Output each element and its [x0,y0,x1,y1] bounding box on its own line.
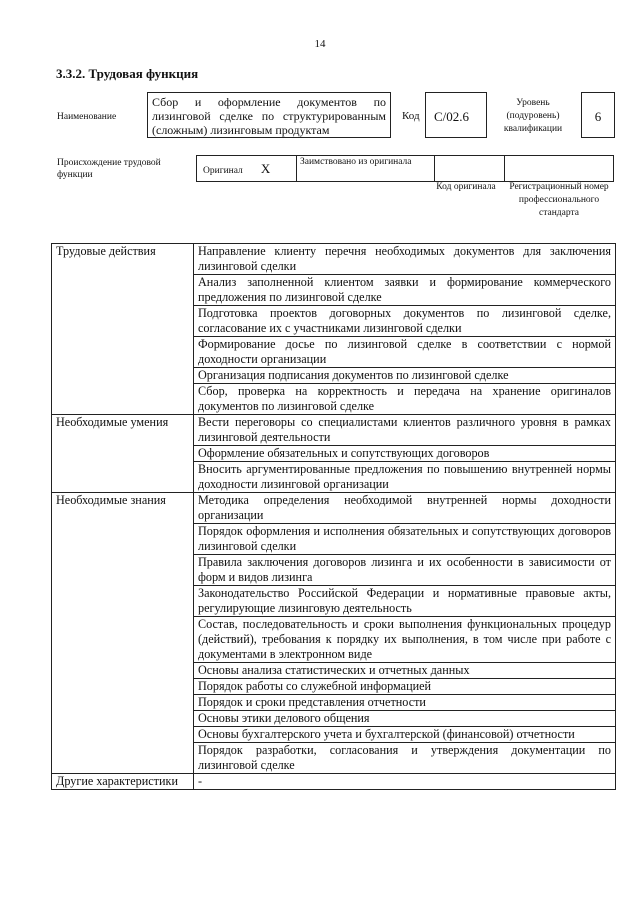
item-cell: Организация подписания документов по лизинговой сделке [194,368,616,384]
item-cell: - [194,774,616,790]
category-cell: Необходимые умения [52,415,194,493]
original-label: Оригинал [203,165,243,176]
item-cell: Порядок разработки, согласования и утверждения документации по лизинговой сделке [194,743,616,774]
item-cell: Состав, последовательность и сроки выполнения функциональных процедур (действий), требования к порядку их выполнения, в том числе при работе с документами в электронном виде [194,617,616,663]
table-row [52,244,616,275]
original-mark: X [260,160,271,176]
category-cell: Трудовые действия [52,244,194,415]
item-cell: Анализ заполненной клиентом заявки и формирование коммерческого предложения по лизинговой сделке [194,275,616,306]
item-cell: Подготовка проектов договорных документов по лизинговой сделке, согласование их с участниками лизинговой сделки [194,306,616,337]
item-cell: Методика определения необходимой внутренней нормы доходности организации [194,493,616,524]
item-cell: Правила заключения договоров лизинга и их особенности в зависимости от форм и видов лизинга [194,555,616,586]
item-cell: Формирование досье по лизинговой сделке в соответствии с нормой доходности организации [194,337,616,368]
code-label: Код [402,110,420,122]
origin-label: Происхождение трудовой функции [57,158,161,180]
registration-number-label: Регистрационный номер профессионального стандарта [509,182,609,218]
item-cell: Основы анализа статистических и отчетных данных [194,663,616,679]
item-cell: Законодательство Российской Федерации и нормативные правовые акты, регулирующие лизинговую деятельность [194,586,616,617]
labor-function-table [51,243,616,790]
item-cell: Основы бухгалтерского учета и бухгалтерской (финансовой) отчетности [194,727,616,743]
item-cell: Оформление обязательных и сопутствующих договоров [194,446,616,462]
qualification-level-label: Уровень (подуровень) квалификации [503,98,563,134]
function-code-box: С/02.6 [425,92,487,138]
original-code-label: Код оригинала [436,182,496,192]
item-cell: Вносить аргументированные предложения по повышению внутренней нормы доходности лизинговой организации [194,462,616,493]
category-cell: Другие характеристики [52,774,194,790]
item-cell: Вести переговоры со специалистами клиентов различного уровня в рамках лизинговой деятельности [194,415,616,446]
function-name-box: Сбор и оформление документов по лизинговой сделке по структурированным (сложным) лизинговым продуктам [147,92,391,138]
item-cell: Порядок оформления и исполнения обязательных и сопутствующих договоров лизинговой сделки [194,524,616,555]
section-title: 3.3.2. Трудовая функция [56,66,199,81]
name-label: Наименование [57,112,117,122]
labor-function-table-body [52,244,616,790]
original-cell [197,156,297,182]
borrowed-cell: Заимствовано из оригинала [297,156,435,182]
origin-table [196,155,614,182]
original-code-cell [435,156,505,182]
page-number: 14 [314,38,326,50]
item-cell: Сбор, проверка на корректность и передача на хранение оригиналов документов по лизинговой сделке [194,384,616,415]
item-cell: Основы этики делового общения [194,711,616,727]
table-row [52,493,616,524]
table-row [52,415,616,446]
item-cell: Порядок работы со служебной информацией [194,679,616,695]
category-cell: Необходимые знания [52,493,194,774]
item-cell: Направление клиенту перечня необходимых документов для заключения лизинговой сделки [194,244,616,275]
qualification-level-box: 6 [581,92,615,138]
registration-number-cell [505,156,614,182]
table-row [52,774,616,790]
item-cell: Порядок и сроки представления отчетности [194,695,616,711]
